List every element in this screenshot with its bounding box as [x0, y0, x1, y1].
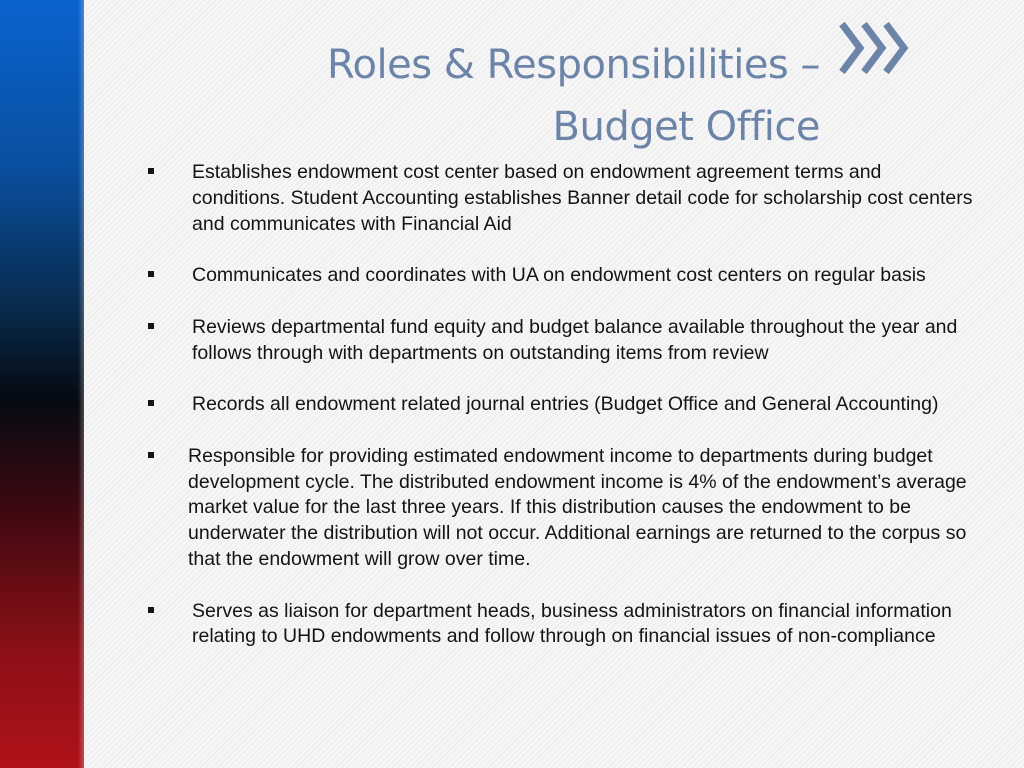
bullet-item — [140, 392, 980, 418]
bullet-item — [140, 315, 980, 367]
bullet-item — [140, 599, 980, 651]
bullet-item — [140, 444, 980, 573]
bullet-list — [140, 160, 980, 676]
bullet-text: Establishes endowment cost center based on endowment agreement terms and conditions. Student Accounting establishes Banner detail code for scholarship cost centers and communicates with Financial Aid — [192, 161, 973, 235]
side-color-bar — [0, 0, 84, 768]
double-chevron-right-icon — [836, 18, 914, 78]
bullet-text: Communicates and coordinates with UA on endowment cost centers on regular basis — [192, 264, 926, 287]
slide-title — [200, 34, 820, 158]
bullet-text: Reviews departmental fund equity and budget balance available throughout the year and follows through with departments on outstanding items from review — [192, 315, 958, 364]
square-bullet-icon — [148, 168, 154, 174]
bullet-item — [140, 160, 980, 237]
bullet-text: Records all endowment related journal entries (Budget Office and General Accounting) — [192, 393, 939, 416]
square-bullet-icon — [148, 271, 154, 277]
slide-title-line-2: Budget Office — [552, 104, 820, 150]
square-bullet-icon — [148, 323, 154, 329]
square-bullet-icon — [148, 607, 154, 613]
slide-title-line-1: Roles & Responsibilities – — [327, 42, 820, 88]
bullet-text: Responsible for providing estimated endowment income to departments during budget development cycle. The distributed endowment income is 4% of the endowment’s average market value for the last three years. If this distribution causes the endowment to be underwater the distribution will not occur. Additional earnings are returned to the corpus so that the endowment will grow over time. — [188, 444, 967, 570]
square-bullet-icon — [148, 452, 154, 458]
square-bullet-icon — [148, 400, 154, 406]
bullet-item — [140, 263, 980, 289]
bullet-text: Serves as liaison for department heads, business administrators on financial information relating to UHD endowments and follow through on financial issues of non-compliance — [192, 599, 952, 648]
